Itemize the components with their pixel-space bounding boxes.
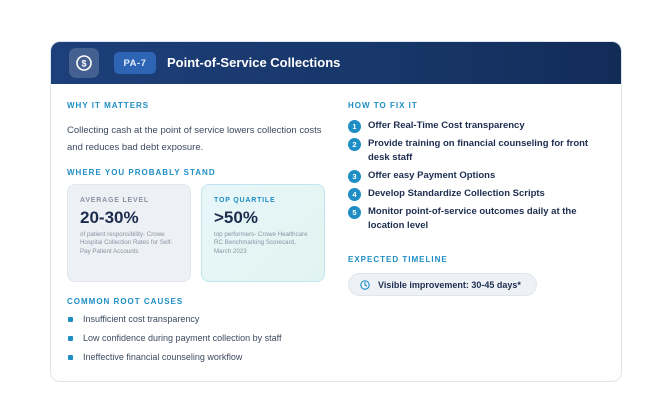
- step-number: 4: [348, 188, 361, 201]
- why-it-matters-text: Collecting cash at the point of service lowers collection costs and reduces bad debt exposure.: [67, 125, 322, 153]
- step-text: Offer easy Payment Options: [368, 170, 496, 181]
- card-header: [51, 42, 621, 84]
- fix-step: [348, 187, 610, 201]
- bullet-square-icon: [68, 317, 73, 322]
- step-text: Offer Real-Time Cost transparency: [368, 120, 525, 131]
- fix-step: [348, 119, 610, 133]
- fix-step: [348, 205, 610, 233]
- average-level-note: of patient responsibility- Crowe Hospital Collection Rates for Self-Pay Patient Accounts: [80, 231, 173, 255]
- code-badge: PA-7: [114, 52, 156, 74]
- timeline-pill: [348, 273, 537, 296]
- how-to-fix-heading: HOW TO FIX IT: [348, 101, 418, 110]
- fix-steps-list: [348, 119, 610, 237]
- top-quartile-label: TOP QUARTILE: [214, 197, 276, 204]
- recommendation-card: [50, 41, 622, 382]
- list-item: Low confidence during payment collection by staff: [68, 333, 281, 352]
- step-text: Provide training on financial counseling for front desk staff: [368, 138, 589, 163]
- average-level-card: [67, 184, 191, 282]
- top-quartile-value: >50%: [214, 208, 258, 227]
- average-level-value: 20-30%: [80, 208, 139, 227]
- step-number: 2: [348, 138, 361, 151]
- step-number: 1: [348, 120, 361, 133]
- top-quartile-card: [201, 184, 325, 282]
- step-text: Develop Standardize Collection Scripts: [368, 188, 545, 199]
- expected-timeline-heading: EXPECTED TIMELINE: [348, 255, 448, 264]
- dollar-icon: [69, 48, 99, 78]
- where-you-stand-heading: WHERE YOU PROBABLY STAND: [67, 168, 216, 177]
- fix-step: [348, 169, 610, 183]
- root-causes-heading: COMMON ROOT CAUSES: [67, 297, 184, 306]
- bullet-square-icon: [68, 355, 73, 360]
- card-title: Point-of-Service Collections: [167, 55, 341, 70]
- why-it-matters-heading: WHY IT MATTERS: [67, 101, 150, 110]
- clock-icon: [360, 280, 370, 290]
- fix-step: [348, 137, 610, 165]
- list-item: Ineffective financial counseling workflow: [68, 352, 281, 371]
- step-number: 5: [348, 206, 361, 219]
- average-level-label: AVERAGE LEVEL: [80, 197, 150, 204]
- root-causes-list: [68, 314, 281, 371]
- bullet-square-icon: [68, 336, 73, 341]
- timeline-text: Visible improvement: 30-45 days*: [378, 279, 521, 290]
- step-text: Monitor point-of-service outcomes daily at the location level: [368, 206, 577, 231]
- svg-text:$: $: [81, 58, 87, 69]
- top-quartile-note: top performers- Crowe Healthcare RC Benchmarking Scorecard, March 2023: [214, 231, 308, 255]
- list-item: Insufficient cost transparency: [68, 314, 281, 333]
- step-number: 3: [348, 170, 361, 183]
